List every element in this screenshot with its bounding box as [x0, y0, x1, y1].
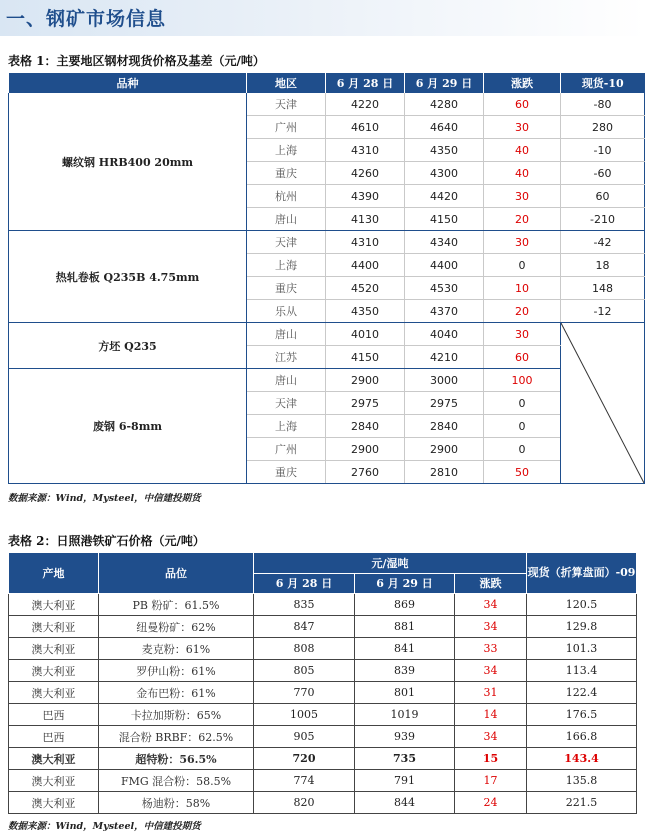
- region-cell: 杭州: [247, 185, 326, 208]
- spot-cell: 101.3: [527, 638, 637, 660]
- region-cell: 天津: [247, 392, 326, 415]
- spot-cell: 113.4: [527, 660, 637, 682]
- grade-cell: PB 粉矿：61.5%: [99, 594, 254, 616]
- region-cell: 唐山: [247, 208, 326, 231]
- change-cell: 10: [484, 277, 561, 300]
- table-row: [9, 704, 637, 726]
- product-name: 方坯 Q235: [9, 323, 247, 369]
- price-cell: 4420: [405, 185, 484, 208]
- origin-cell: 巴西: [9, 726, 99, 748]
- price-cell: 4530: [405, 277, 484, 300]
- diagonal-line: [561, 323, 644, 483]
- price-cell: 2900: [405, 438, 484, 461]
- grade-cell: 卡拉加斯粉：65%: [99, 704, 254, 726]
- grade-cell: 罗伊山粉：61%: [99, 660, 254, 682]
- change-cell: 40: [484, 162, 561, 185]
- price-cell: 4340: [405, 231, 484, 254]
- table1-source: 数据来源：Wind，Mysteel，中信建投期货: [8, 493, 201, 504]
- price-cell: 844: [355, 792, 455, 814]
- price-cell: 2900: [326, 438, 405, 461]
- price-cell: 4610: [326, 116, 405, 139]
- grade-cell: 金布巴粉：61%: [99, 682, 254, 704]
- header-date2: 6 月 29 日: [355, 573, 455, 594]
- table-row: [9, 323, 645, 346]
- basis-cell: -80: [561, 93, 645, 116]
- price-cell: 4520: [326, 277, 405, 300]
- change-cell: 20: [484, 300, 561, 323]
- change-cell: 14: [455, 704, 527, 726]
- product-name: 热轧卷板 Q235B 4.75mm: [9, 231, 247, 323]
- grade-cell: 混合粉 BRBF：62.5%: [99, 726, 254, 748]
- price-cell: 720: [254, 748, 355, 770]
- origin-cell: 澳大利亚: [9, 682, 99, 704]
- price-cell: 4150: [405, 208, 484, 231]
- region-cell: 广州: [247, 116, 326, 139]
- basis-cell: -60: [561, 162, 645, 185]
- table1-caption: 表格 1：主要地区钢材现货价格及基差（元/吨）: [8, 54, 265, 68]
- grade-cell: 超特粉：56.5%: [99, 748, 254, 770]
- table-row: [9, 660, 637, 682]
- price-cell: 4130: [326, 208, 405, 231]
- basis-cell: -10: [561, 139, 645, 162]
- table1-header-cell: 地区: [247, 73, 326, 93]
- spot-cell: 143.4: [527, 748, 637, 770]
- price-cell: 4220: [326, 93, 405, 116]
- steel-price-table: [8, 73, 645, 484]
- region-cell: 上海: [247, 254, 326, 277]
- price-cell: 2810: [405, 461, 484, 484]
- region-cell: 天津: [247, 231, 326, 254]
- price-cell: 2975: [326, 392, 405, 415]
- table-row: [9, 682, 637, 704]
- price-cell: 4010: [326, 323, 405, 346]
- spot-cell: 135.8: [527, 770, 637, 792]
- origin-cell: 澳大利亚: [9, 748, 99, 770]
- table1-header-cell: 涨跌: [484, 73, 561, 93]
- origin-cell: 澳大利亚: [9, 792, 99, 814]
- change-cell: 17: [455, 770, 527, 792]
- price-cell: 4350: [405, 139, 484, 162]
- product-name: 废钢 6-8mm: [9, 369, 247, 484]
- price-cell: 4300: [405, 162, 484, 185]
- change-cell: 34: [455, 616, 527, 638]
- price-cell: 4400: [326, 254, 405, 277]
- change-cell: 0: [484, 415, 561, 438]
- grade-cell: 杨迪粉：58%: [99, 792, 254, 814]
- table-row: [9, 792, 637, 814]
- price-cell: 4310: [326, 139, 405, 162]
- change-cell: 0: [484, 438, 561, 461]
- price-cell: 4400: [405, 254, 484, 277]
- grade-cell: 纽曼粉矿：62%: [99, 616, 254, 638]
- region-cell: 广州: [247, 438, 326, 461]
- change-cell: 0: [484, 392, 561, 415]
- change-cell: 34: [455, 660, 527, 682]
- origin-cell: 巴西: [9, 704, 99, 726]
- spot-cell: 176.5: [527, 704, 637, 726]
- region-cell: 重庆: [247, 162, 326, 185]
- section-title-bar: [0, 0, 646, 36]
- region-cell: 重庆: [247, 461, 326, 484]
- change-cell: 30: [484, 116, 561, 139]
- price-cell: 4310: [326, 231, 405, 254]
- price-cell: 2840: [326, 415, 405, 438]
- origin-cell: 澳大利亚: [9, 660, 99, 682]
- price-cell: 2840: [405, 415, 484, 438]
- header-grade: 品位: [99, 553, 254, 594]
- iron-ore-price-table: [8, 552, 637, 814]
- change-cell: 60: [484, 346, 561, 369]
- price-cell: 1019: [355, 704, 455, 726]
- price-cell: 847: [254, 616, 355, 638]
- change-cell: 0: [484, 254, 561, 277]
- change-cell: 40: [484, 139, 561, 162]
- region-cell: 乐从: [247, 300, 326, 323]
- table1-header-cell: 品种: [9, 73, 247, 93]
- origin-cell: 澳大利亚: [9, 638, 99, 660]
- change-cell: 15: [455, 748, 527, 770]
- product-name: 螺纹钢 HRB400 20mm: [9, 93, 247, 231]
- change-cell: 31: [455, 682, 527, 704]
- table-row: [9, 231, 645, 254]
- basis-cell: 280: [561, 116, 645, 139]
- price-cell: 2975: [405, 392, 484, 415]
- region-cell: 唐山: [247, 369, 326, 392]
- price-cell: 791: [355, 770, 455, 792]
- change-cell: 30: [484, 185, 561, 208]
- change-cell: 100: [484, 369, 561, 392]
- change-cell: 30: [484, 323, 561, 346]
- price-cell: 801: [355, 682, 455, 704]
- table1-header: [9, 73, 645, 93]
- price-cell: 905: [254, 726, 355, 748]
- price-cell: 835: [254, 594, 355, 616]
- price-cell: 4370: [405, 300, 484, 323]
- basis-cell: -42: [561, 231, 645, 254]
- price-cell: 808: [254, 638, 355, 660]
- price-cell: 805: [254, 660, 355, 682]
- basis-cell: 18: [561, 254, 645, 277]
- spot-cell: 221.5: [527, 792, 637, 814]
- region-cell: 江苏: [247, 346, 326, 369]
- spot-cell: 122.4: [527, 682, 637, 704]
- empty-basis-area: [561, 323, 645, 484]
- region-cell: 上海: [247, 139, 326, 162]
- table1-header-cell: 6 月 29 日: [405, 73, 484, 93]
- price-cell: 3000: [405, 369, 484, 392]
- price-cell: 939: [355, 726, 455, 748]
- price-cell: 4150: [326, 346, 405, 369]
- region-cell: 天津: [247, 93, 326, 116]
- change-cell: 20: [484, 208, 561, 231]
- table-row: [9, 369, 645, 392]
- header-origin: 产地: [9, 553, 99, 594]
- price-cell: 4040: [405, 323, 484, 346]
- basis-cell: -210: [561, 208, 645, 231]
- grade-cell: 麦克粉：61%: [99, 638, 254, 660]
- change-cell: 34: [455, 726, 527, 748]
- origin-cell: 澳大利亚: [9, 616, 99, 638]
- table-row: [9, 748, 637, 770]
- origin-cell: 澳大利亚: [9, 770, 99, 792]
- origin-cell: 澳大利亚: [9, 594, 99, 616]
- spot-cell: 166.8: [527, 726, 637, 748]
- price-cell: 869: [355, 594, 455, 616]
- header-spot: 现货（折算盘面）-09: [527, 553, 637, 594]
- change-cell: 60: [484, 93, 561, 116]
- header-unit: 元/湿吨: [254, 553, 527, 574]
- table-row: [9, 93, 645, 116]
- table-row: [9, 594, 637, 616]
- change-cell: 30: [484, 231, 561, 254]
- price-cell: 4390: [326, 185, 405, 208]
- table-row: [9, 726, 637, 748]
- price-cell: 2900: [326, 369, 405, 392]
- price-cell: 839: [355, 660, 455, 682]
- price-cell: 4260: [326, 162, 405, 185]
- price-cell: 735: [355, 748, 455, 770]
- spot-cell: 120.5: [527, 594, 637, 616]
- grade-cell: FMG 混合粉：58.5%: [99, 770, 254, 792]
- price-cell: 4280: [405, 93, 484, 116]
- change-cell: 24: [455, 792, 527, 814]
- table2-caption: 表格 2：日照港铁矿石价格（元/吨）: [8, 534, 205, 548]
- basis-cell: 148: [561, 277, 645, 300]
- region-cell: 唐山: [247, 323, 326, 346]
- basis-cell: -12: [561, 300, 645, 323]
- basis-cell: 60: [561, 185, 645, 208]
- table-row: [9, 616, 637, 638]
- price-cell: 770: [254, 682, 355, 704]
- price-cell: 774: [254, 770, 355, 792]
- price-cell: 841: [355, 638, 455, 660]
- header-change: 涨跌: [455, 573, 527, 594]
- region-cell: 重庆: [247, 277, 326, 300]
- change-cell: 50: [484, 461, 561, 484]
- table-row: [9, 638, 637, 660]
- price-cell: 1005: [254, 704, 355, 726]
- header-date1: 6 月 28 日: [254, 573, 355, 594]
- price-cell: 4640: [405, 116, 484, 139]
- table-row: [9, 770, 637, 792]
- table2-source: 数据来源：Wind，Mysteel，中信建投期货: [8, 821, 201, 832]
- price-cell: 820: [254, 792, 355, 814]
- section-title: 一、钢矿市场信息: [6, 8, 167, 30]
- change-cell: 33: [455, 638, 527, 660]
- table1-header-cell: 6 月 28 日: [326, 73, 405, 93]
- price-cell: 2760: [326, 461, 405, 484]
- price-cell: 4210: [405, 346, 484, 369]
- region-cell: 上海: [247, 415, 326, 438]
- change-cell: 34: [455, 594, 527, 616]
- spot-cell: 129.8: [527, 616, 637, 638]
- price-cell: 4350: [326, 300, 405, 323]
- price-cell: 881: [355, 616, 455, 638]
- table1-header-cell: 现货-10: [561, 73, 645, 93]
